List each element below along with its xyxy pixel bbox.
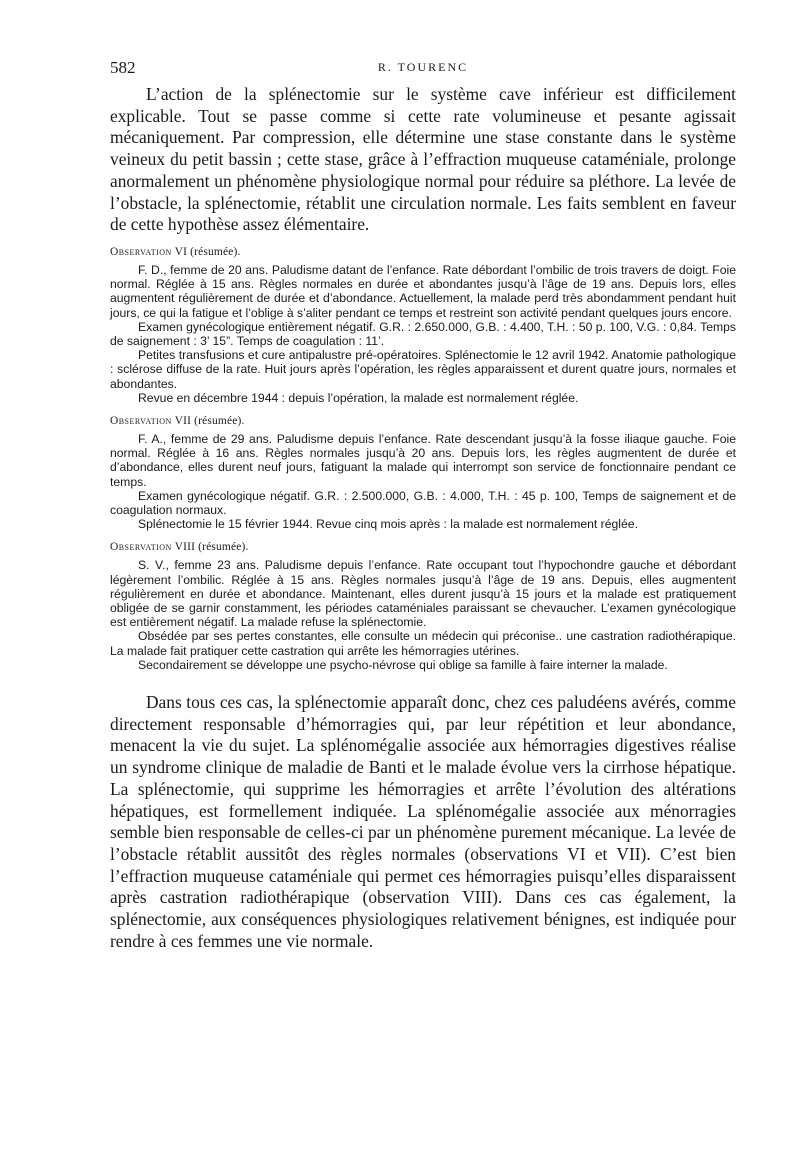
observation-paragraph: Examen gynécologique entièrement négatif. G.R. : 2.650.000, G.B. : 4.400, T.H. : 50 p. 100, V.G. : 0,84. Temps de saignement : 3’ 15”. Temps de coagulation : 11’. — [110, 319, 736, 348]
observation-viii — [110, 541, 736, 672]
observation-paragraph: Obsédée par ses pertes constantes, elle consulte un médecin qui préconise.. une castration radiothérapique. La malade fait pratiquer cette castration qui arrête les hémorragies utérines. — [110, 629, 736, 658]
observation-number: VIII (résumée). — [174, 541, 249, 554]
observation-paragraph: Petites transfusions et cure antipalustre pré-opératoires. Splénectomie le 12 avril 1942. Anatomie pathologique : sclérose diffuse de la rate. Huit jours après l’opération, les règles apparaissent et durent quatre jours, normales et abondantes. — [110, 348, 736, 391]
section-gap — [110, 678, 736, 692]
observation-paragraph: F. D., femme de 20 ans. Paludisme datant de l’enfance. Rate débordant l’ombilic de trois travers de doigt. Foie normal. Réglée à 15 ans. Règles normales en durée et abondantes jusqu’à l’âge de 19 ans. Depuis lors, elles augmentent régulièrement de durée et d’abondance. Actuellement, la malade perd très abondamment pendant huit jours, ce qui la fatigue et l’oblige à s’aliter pendant ce temps et restreint son activité pendant quelques jours encore. — [110, 262, 736, 320]
page-number: 582 — [110, 58, 136, 77]
observation-title — [110, 415, 736, 427]
observation-title — [110, 246, 736, 258]
observation-label: Observation — [110, 541, 172, 554]
observation-paragraph: Revue en décembre 1944 : depuis l’opération, la malade est normalement réglée. — [138, 390, 579, 405]
observation-number: VI (résumée). — [174, 245, 241, 258]
page-header — [110, 58, 736, 84]
intro-paragraph: L’action de la splénectomie sur le système cave inférieur est difficilement explicable. Tout se passe comme si cette rate volumineuse et pesante agissait mécaniquement. Par compression, elle détermine une stase constante dans le système veineux du petit bassin ; cette stase, grâce à l’effraction muqueuse cataméniale, prolonge anormalement un phénomène physiologique normal pour réduire sa pléthore. La levée de l’obstacle, la splénectomie, rétablit une circulation normale. Les faits semblent en faveur de cette hypothèse assez élémentaire. — [110, 84, 736, 235]
observation-vii — [110, 415, 736, 531]
observation-paragraph: F. A., femme de 29 ans. Paludisme depuis l’enfance. Rate descendant jusqu’à la fosse iliaque gauche. Foie normal. Réglée à 16 ans. Règles normales jusqu’à 20 ans. Depuis lors, les règles augmentent de durée et d’abondance, elles durent neuf jours, fatiguant la malade qui interrompt son service de fonctionnaire pendant ce temps. — [110, 431, 736, 489]
observation-paragraph: Secondairement se développe une psycho-névrose qui oblige sa famille à faire interner la malade. — [138, 657, 668, 672]
observation-vi — [110, 246, 736, 405]
observation-paragraph: S. V., femme 23 ans. Paludisme depuis l’enfance. Rate occupant tout l’hypochondre gauche et débordant légèrement l’ombilic. Réglée à 15 ans. Règles normales jusqu’à l’âge de 19 ans. Depuis, elles augmentent régulièrement en durée et abondance. Maintenant, elles durent jusqu’à 15 jours et la malade est pratiquement obligée de se garnir constamment, les périodes cataméniales paraissant se chevaucher. L’examen gynécologique est entièrement négatif. La malade refuse la splénectomie. — [110, 558, 736, 630]
observation-paragraph: Splénectomie le 15 février 1944. Revue cinq mois après : la malade est normalement réglée. — [138, 517, 638, 532]
observation-label: Observation — [110, 245, 172, 258]
observation-label: Observation — [110, 414, 172, 427]
running-head: R. TOURENC — [377, 60, 469, 74]
conclusion-paragraph: Dans tous ces cas, la splénectomie apparaît donc, chez ces paludéens avérés, comme directement responsable d’hémorragies qui, par leur répétition et leur abondance, menacent la vie du sujet. La splénomégalie associée aux hémorragies digestives réalise un syndrome clinique de maladie de Banti et le malade évolue vers la cirrhose hépatique. La splénectomie, qui supprime les hémorragies et arrête l’évolution des altérations hépatiques, est formellement indiquée. La splénomégalie associée aux ménorragies semble bien responsable de celles-ci par un phénomène purement mécanique. La levée de l’obstacle rétablit aussitôt des règles normales (observations VI et VII). C’est bien l’effraction muqueuse cataméniale qui permet ces hémorragies puisqu’elles disparaissent après castration radiothérapique (observation VIII). Dans ces cas également, la splénectomie, aux conséquences physiologiques relativement bénignes, est indiquée pour rendre à ces femmes une vie normale. — [110, 692, 736, 951]
observation-number: VII (résumée). — [174, 414, 245, 427]
observation-title — [110, 541, 736, 553]
observation-paragraph: Examen gynécologique négatif. G.R. : 2.500.000, G.B. : 4.000, T.H. : 45 p. 100, Temps de saignement et de coagulation normaux. — [110, 488, 736, 517]
